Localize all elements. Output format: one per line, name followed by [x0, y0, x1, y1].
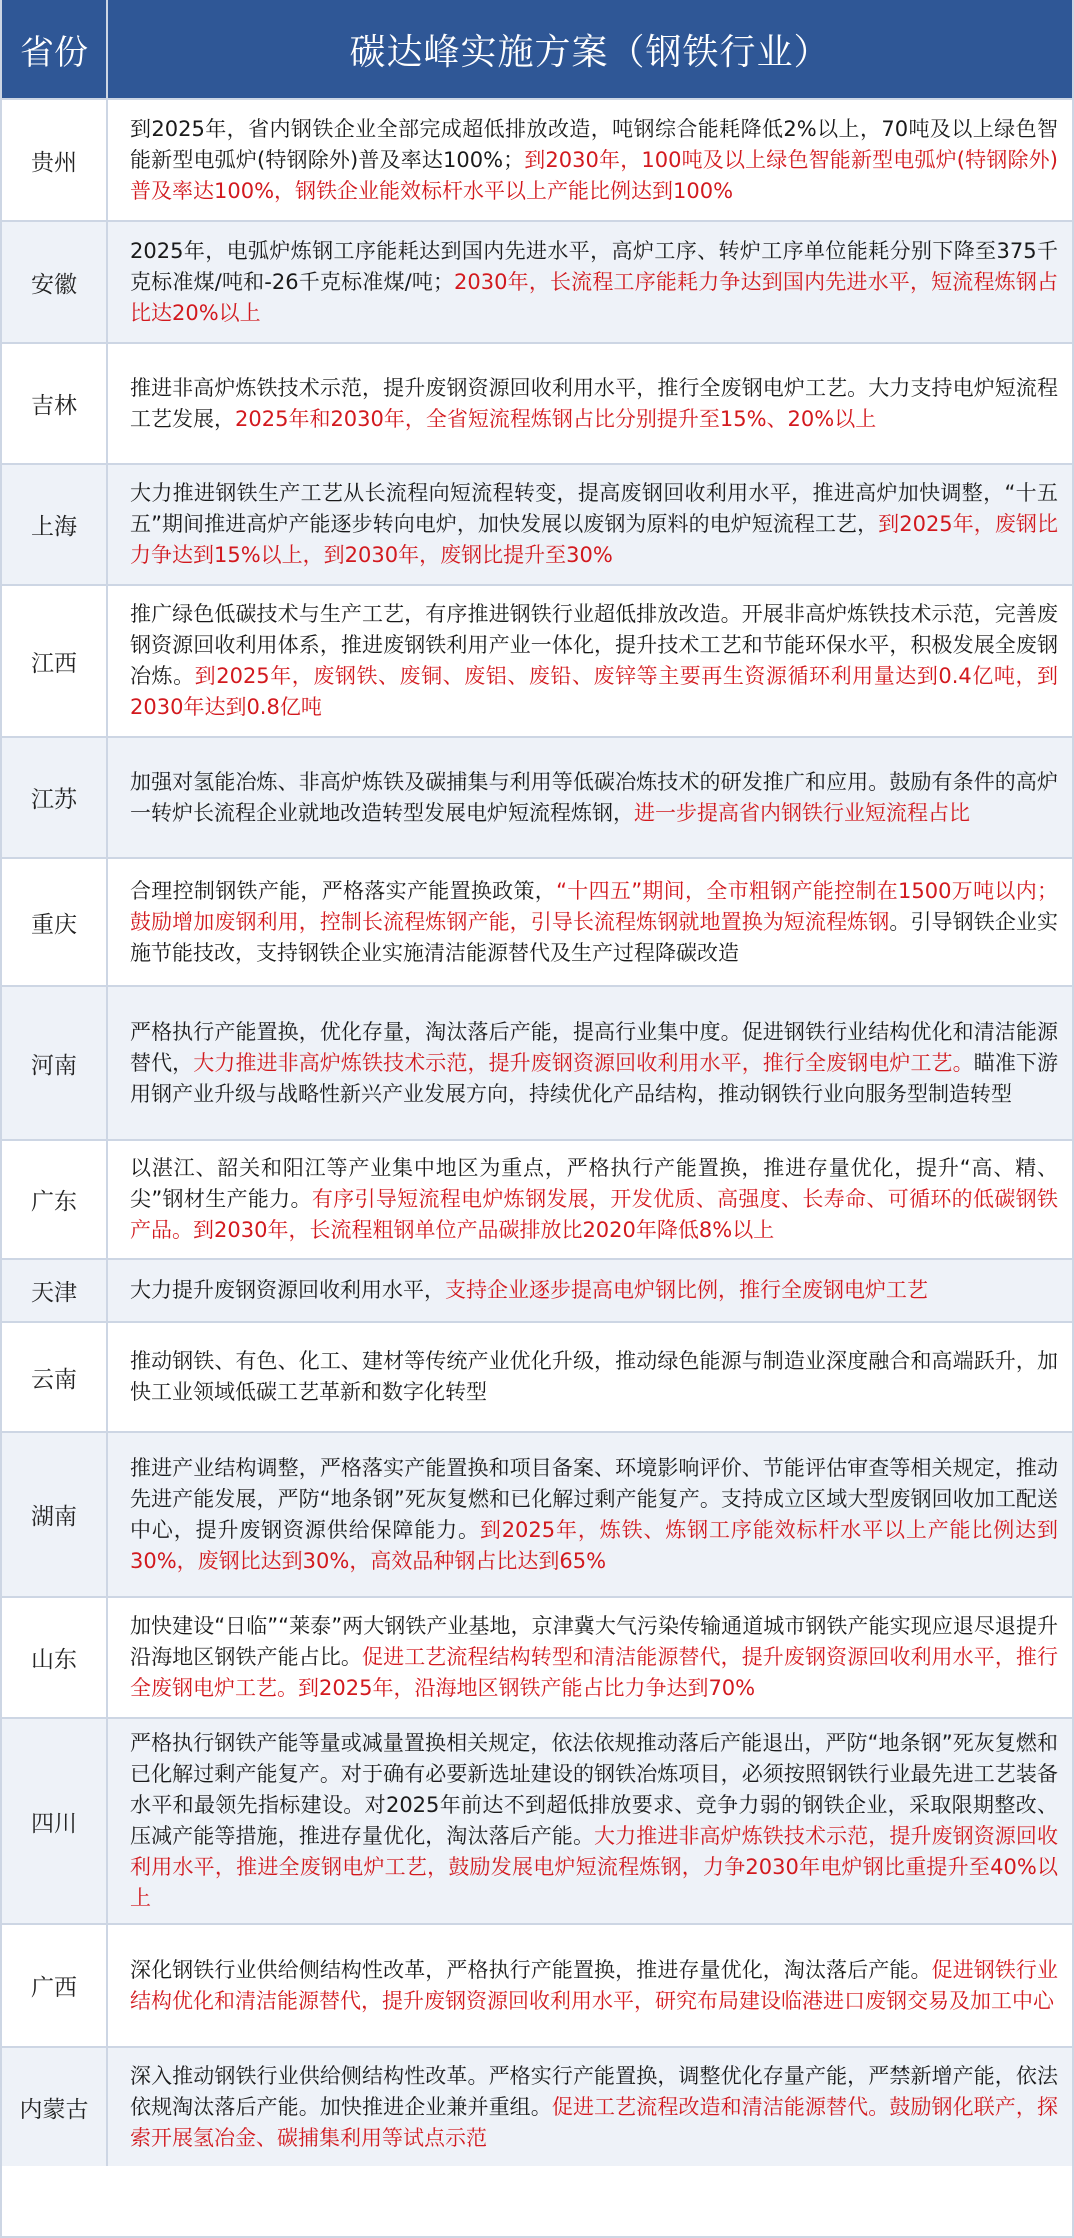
description-cell [108, 222, 1072, 342]
province-cell: 重庆 [2, 859, 108, 985]
description-cell [108, 586, 1072, 736]
province-cell: 上海 [2, 465, 108, 584]
province-cell: 广西 [2, 1925, 108, 2046]
province-cell: 云南 [2, 1323, 108, 1431]
province-cell: 贵州 [2, 100, 108, 220]
description-plain: 2025年，电弧炉炼钢工序能耗达到国内先进水平，高炉工序、转炉工序单位能耗分别下降至375千克标准煤/吨和-26千克标准煤/吨； [130, 238, 1058, 294]
description-highlight: 有序引导短流程电炉炼钢发展，开发优质、高强度、长寿命、可循环的低碳钢铁产品。到2030年，长流程粗钢单位产品碳排放比2020年降低8%以上 [130, 1187, 1058, 1242]
description-highlight: 到2025年，废钢比力争达到15%以上，到2030年，废钢比提升至30% [130, 512, 1058, 567]
description-tail: 。引导钢铁企业实施节能技改，支持钢铁企业实施清洁能源替代及生产过程降碳改造 [130, 909, 1059, 965]
table-row [2, 586, 1072, 738]
table-row [2, 738, 1072, 859]
description-highlight: 支持企业逐步提高电炉钢比例，推行全废钢电炉工艺 [445, 1278, 928, 1302]
table-row [2, 465, 1072, 586]
province-cell: 吉林 [2, 344, 108, 463]
description-highlight: 到2025年，炼铁、炼钢工序能效标杆水平以上产能比例达到30%，废钢比达到30%，高效品种钢占比达到65% [130, 1517, 1058, 1573]
description-text [130, 1453, 1058, 1577]
table-body [2, 100, 1072, 2166]
description-plain: 严格执行产能置换，优化存量，淘汰落后产能，提高行业集中度。促进钢铁行业结构优化和清洁能源替代， [130, 1019, 1058, 1075]
table-row [2, 344, 1072, 465]
province-cell: 广东 [2, 1141, 108, 1258]
table-row [2, 1323, 1072, 1433]
table-row [2, 1141, 1072, 1260]
description-cell [108, 1323, 1072, 1431]
description-cell [108, 1925, 1072, 2046]
description-highlight: 促进钢铁行业结构优化和清洁能源替代，提升废钢资源回收利用水平，研究布局建设临港进口废钢交易及加工中心 [130, 1957, 1058, 2013]
description-text [130, 236, 1058, 329]
province-cell: 天津 [2, 1260, 108, 1321]
description-highlight: 2025年和2030年，全省短流程炼钢占比分别提升至15%、20%以上 [235, 406, 877, 431]
description-highlight: 大力推进非高炉炼铁技术示范，提升废钢资源回收利用水平，推行全废钢电炉工艺。 [193, 1050, 974, 1075]
table-row [2, 222, 1072, 344]
description-plain: 推动钢铁、有色、化工、建材等传统产业优化升级，推动绿色能源与制造业深度融合和高端跃升，加快工业领域低碳工艺革新和数字化转型 [130, 1349, 1058, 1404]
province-cell: 湖南 [2, 1433, 108, 1596]
description-text [130, 2061, 1058, 2154]
province-cell: 安徽 [2, 222, 108, 342]
province-cell: 山东 [2, 1598, 108, 1717]
description-cell [108, 987, 1072, 1139]
description-plain: 推进非高炉炼铁技术示范，提升废钢资源回收利用水平，推行全废钢电炉工艺。大力支持电炉短流程工艺发展， [130, 375, 1058, 431]
header-title: 碳达峰实施方案（钢铁行业） [349, 31, 831, 73]
description-highlight: 到2030年，100吨及以上绿色智能新型电弧炉(特钢除外)普及率达100%，钢铁企业能效标杆水平以上产能比例达到100% [130, 147, 1058, 203]
description-cell [108, 2048, 1072, 2166]
province-cell: 江西 [2, 586, 108, 736]
description-text [130, 1611, 1058, 1704]
description-highlight: 促进工艺流程改造和清洁能源替代。鼓励钢化联产，探索开展氢冶金、碳捕集利用等试点示范 [130, 2094, 1058, 2150]
table-row [2, 859, 1072, 987]
description-cell [108, 1260, 1072, 1321]
description-cell [108, 1433, 1072, 1596]
description-text [130, 1346, 1058, 1408]
description-highlight: 进一步提高省内钢铁行业短流程占比 [634, 800, 970, 825]
description-text [130, 373, 1058, 435]
description-cell [108, 1141, 1072, 1258]
table-row [2, 100, 1072, 222]
description-cell [108, 738, 1072, 857]
description-plain: 推广绿色低碳技术与生产工艺，有序推进钢铁行业超低排放改造。开展非高炉炼铁技术示范，完善废钢资源回收利用体系，推进废钢铁利用产业一体化，提升技术工艺和节能环保水平，积极发展全废钢冶炼。 [130, 602, 1058, 688]
table-row [2, 1433, 1072, 1598]
description-text [130, 1275, 1058, 1306]
description-plain: 深化钢铁行业供给侧结构性改革，严格执行产能置换，推进存量优化，淘汰落后产能。 [130, 1957, 932, 1982]
description-plain: 以湛江、韶关和阳江等产业集中地区为重点，严格执行产能置换，推进存量优化，提升“高、精、尖”钢材生产能力。 [130, 1156, 1058, 1211]
table-row [2, 1925, 1072, 2048]
description-plain: 大力提升废钢资源回收利用水平， [130, 1278, 445, 1302]
description-text [130, 876, 1058, 969]
description-plain: 深入推动钢铁行业供给侧结构性改革。严格实行产能置换，调整优化存量产能，严禁新增产能，依法依规淘汰落后产能。加快推进企业兼并重组。 [130, 2063, 1058, 2119]
description-cell [108, 344, 1072, 463]
description-plain: 加快建设“日临”“莱泰”两大钢铁产业基地，京津冀大气污染传输通道城市钢铁产能实现应退尽退提升沿海地区钢铁产能占比。 [130, 1614, 1058, 1669]
table-row [2, 1598, 1072, 1719]
description-cell [108, 100, 1072, 220]
description-text [130, 1017, 1058, 1110]
table-row [2, 1719, 1072, 1925]
description-highlight: “十四五”期间，全市粗钢产能控制在1500万吨以内；鼓励增加废钢利用，控制长流程炼钢产能，引导长流程炼钢就地置换为短流程炼钢 [130, 878, 1058, 934]
description-plain: 合理控制钢铁产能，严格落实产能置换政策， [130, 878, 557, 903]
table-header [2, 0, 1072, 100]
description-text [130, 1955, 1058, 2017]
description-text [130, 599, 1058, 723]
description-highlight: 2030年，长流程工序能耗力争达到国内先进水平，短流程炼钢占比达20%以上 [130, 269, 1058, 325]
description-plain: 严格执行钢铁产能等量或减量置换相关规定，依法依规推动落后产能退出，严防“地条钢”死灰复燃和已化解过剩产能复产。对于确有必要新选址建设的钢铁冶炼项目，必须按照钢铁行业最先进工艺装备水平和最领先指标建设。对2025年前达不到超低排放要求、竞争力弱的钢铁企业，采取限期整改、压减产能等措施，推进存量优化，淘汰落后产能。 [130, 1731, 1058, 1848]
description-plain: 推进产业结构调整，严格落实产能置换和项目备案、环境影响评价、节能评估审查等相关规定，推动先进产能发展，严防“地条钢”死灰复燃和已化解过剩产能复产。支持成立区域大型废钢回收加工配送中心，提升废钢资源供给保障能力。 [130, 1455, 1058, 1542]
description-cell [108, 1719, 1072, 1923]
description-text [130, 767, 1058, 829]
description-text [130, 478, 1058, 571]
description-highlight: 大力推进非高炉炼铁技术示范，提升废钢资源回收利用水平，推进全废钢电炉工艺，鼓励发展电炉短流程炼钢，力争2030年电炉钢比重提升至40%以上 [130, 1824, 1058, 1910]
description-text [130, 1728, 1058, 1914]
table-row [2, 1260, 1072, 1323]
description-cell [108, 465, 1072, 584]
header-province: 省份 [2, 0, 108, 98]
description-highlight: 到2025年，废钢铁、废铜、废铝、废铅、废锌等主要再生资源循环利用量达到0.4亿吨，到2030年达到0.8亿吨 [130, 664, 1059, 719]
province-cell: 内蒙古 [2, 2048, 108, 2166]
description-highlight: 促进工艺流程结构转型和清洁能源替代，提升废钢资源回收利用水平，推行全废钢电炉工艺。到2025年，沿海地区钢铁产能占比力争达到70% [130, 1645, 1059, 1700]
description-plain: 加强对氢能冶炼、非高炉炼铁及碳捕集与利用等低碳冶炼技术的研发推广和应用。鼓励有条件的高炉一转炉长流程企业就地改造转型发展电炉短流程炼钢， [130, 769, 1058, 825]
province-cell: 四川 [2, 1719, 108, 1923]
description-tail: 瞄准下游用钢产业升级与战略性新兴产业发展方向，持续优化产品结构，推动钢铁行业向服务型制造转型 [130, 1050, 1059, 1106]
description-cell [108, 1598, 1072, 1717]
table-row [2, 987, 1072, 1141]
description-plain: 大力推进钢铁生产工艺从长流程向短流程转变，提高废钢回收利用水平，推进高炉加快调整，“十五五”期间推进高炉产能逐步转向电炉，加快发展以废钢为原料的电炉短流程工艺， [130, 481, 1058, 536]
description-text [130, 114, 1058, 207]
description-text [130, 1153, 1058, 1246]
description-plain: 到2025年，省内钢铁企业全部完成超低排放改造，吨钢综合能耗降低2%以上，70吨及以上绿色智能新型电弧炉(特钢除外)普及率达100%； [130, 116, 1058, 172]
description-cell [108, 859, 1072, 985]
province-cell: 江苏 [2, 738, 108, 857]
table-row [2, 2048, 1072, 2166]
province-cell: 河南 [2, 987, 108, 1139]
